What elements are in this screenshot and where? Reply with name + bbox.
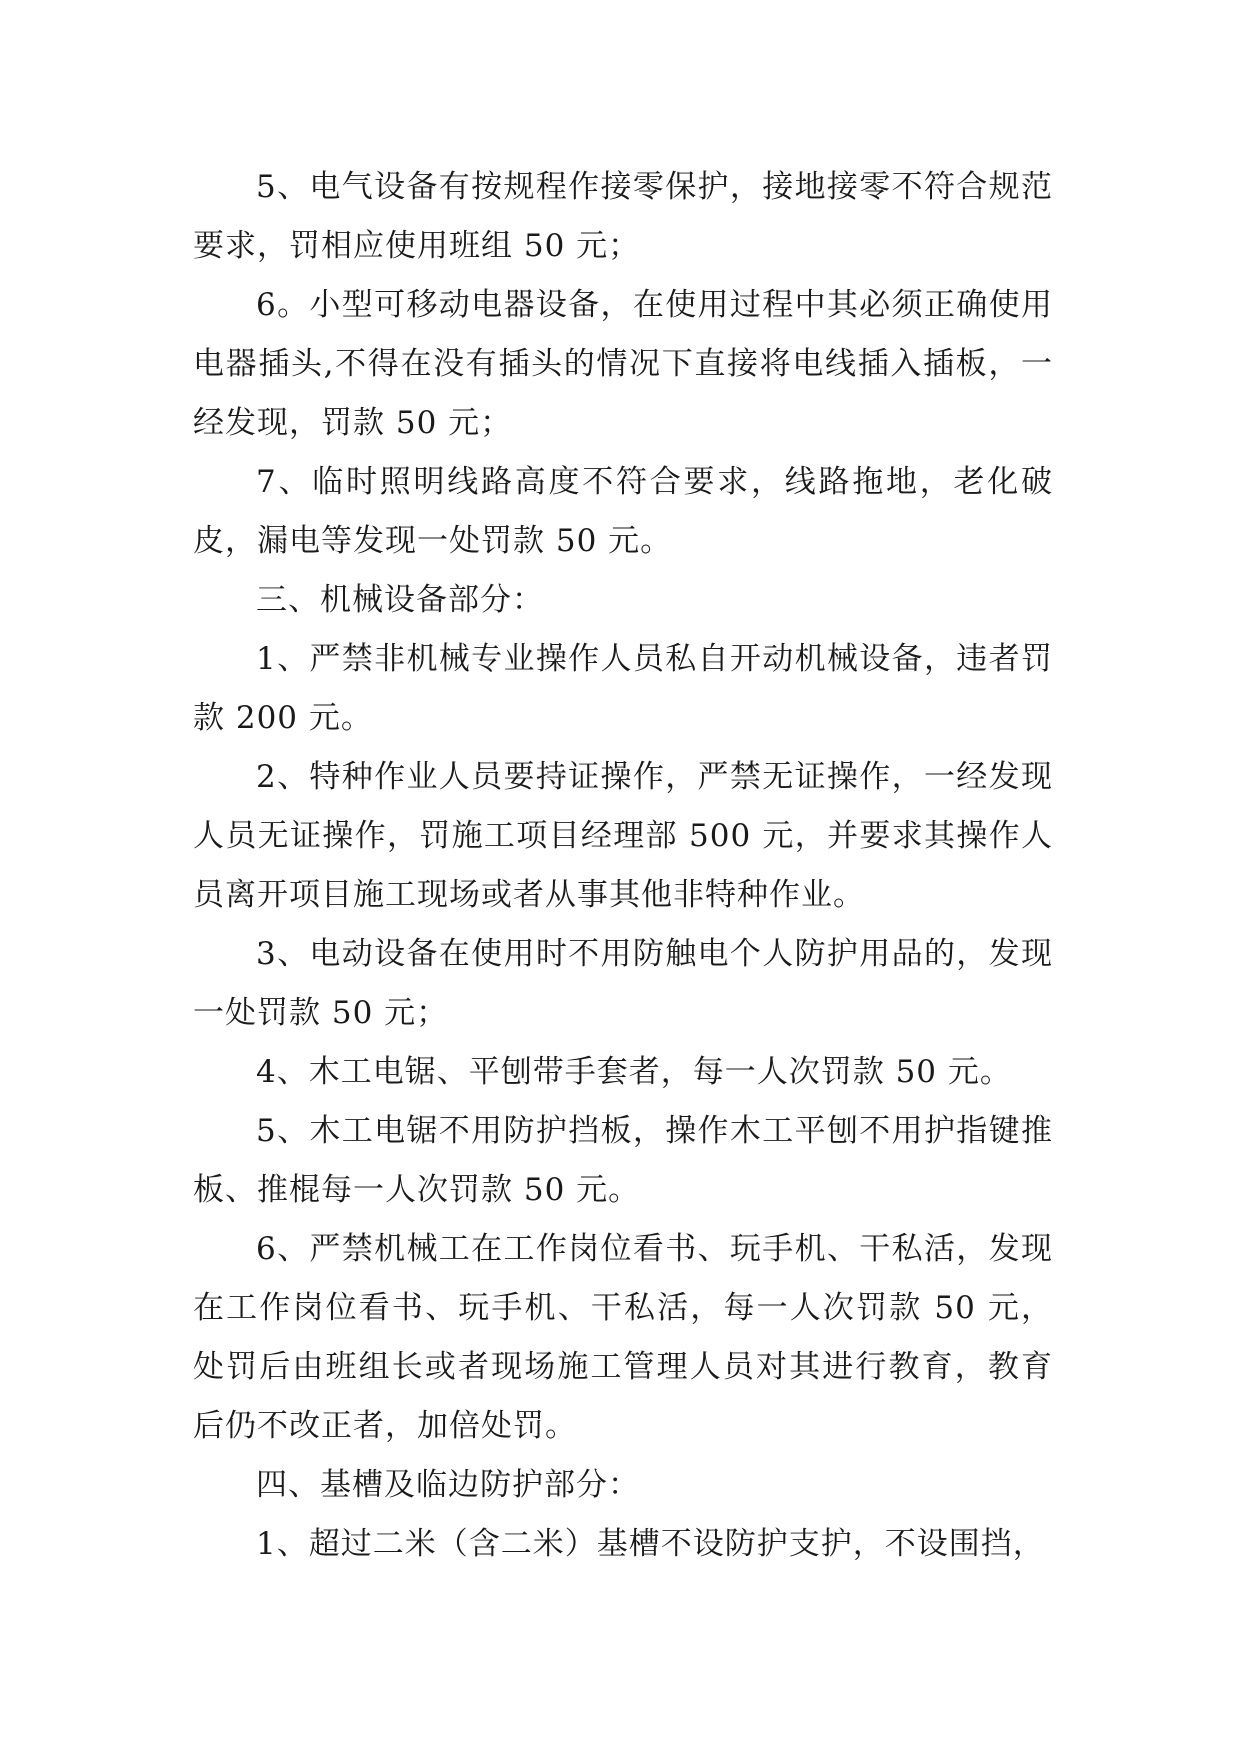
- paragraph-machinery-item-1: 1、严禁非机械专业操作人员私自开动机械设备，违者罚款 200 元。: [193, 641, 1053, 736]
- section-heading-machinery: 三、机械设备部分：: [256, 582, 544, 618]
- paragraph-machinery-item-5: 5、木工电锯不用防护挡板，操作木工平刨不用护指键推板、推棍每一人次罚款 50 元。: [193, 1113, 1053, 1208]
- paragraph-electrical-item-7: 7、临时照明线路高度不符合要求，线路拖地，老化破皮，漏电等发现一处罚款 50 元。: [193, 464, 1053, 559]
- paragraph-trench-item-1: 1、超过二米（含二米）基槽不设防护支护，不设围挡，: [256, 1526, 1045, 1562]
- document-body: [193, 158, 1053, 1574]
- paragraph-electrical-item-6: 6。小型可移动电器设备，在使用过程中其必须正确使用电器插头,不得在没有插头的情况下直接将电线插入插板，一经发现，罚款 50 元；: [193, 287, 1053, 441]
- section-heading-trench-protection: 四、基槽及临边防护部分：: [256, 1467, 640, 1503]
- paragraph-machinery-item-6: 6、严禁机械工在工作岗位看书、玩手机、干私活，发现在工作岗位看书、玩手机、干私活，每一人次罚款 50 元，处罚后由班组长或者现场施工管理人员对其进行教育，教育后仍不改正者，加倍处罚。: [193, 1231, 1053, 1444]
- paragraph-electrical-item-5: 5、电气设备有按规程作接零保护，接地接零不符合规范要求，罚相应使用班组 50 元；: [193, 169, 1053, 264]
- paragraph-machinery-item-2: 2、特种作业人员要持证操作，严禁无证操作，一经发现人员无证操作，罚施工项目经理部 500 元，并要求其操作人员离开项目施工现场或者从事其他非特种作业。: [193, 759, 1053, 913]
- paragraph-machinery-item-3: 3、电动设备在使用时不用防触电个人防护用品的，发现一处罚款 50 元；: [193, 936, 1053, 1031]
- paragraph-machinery-item-4: 4、木工电锯、平刨带手套者，每一人次罚款 50 元。: [256, 1054, 1012, 1090]
